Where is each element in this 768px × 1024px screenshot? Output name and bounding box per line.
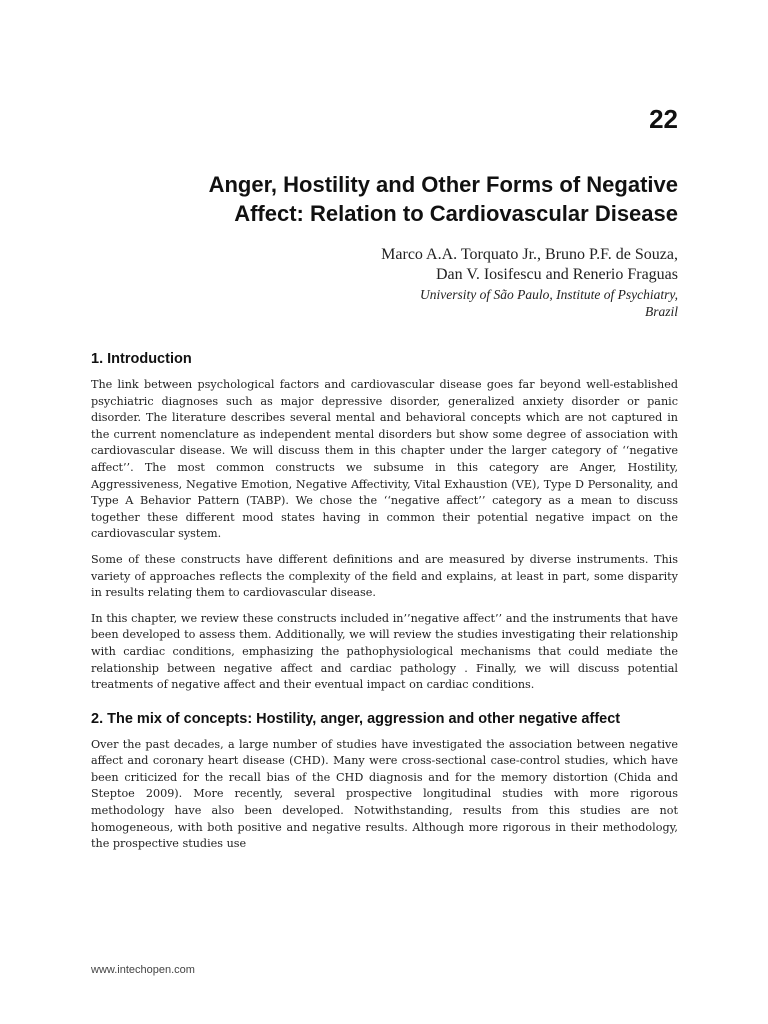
author-list — [78, 245, 678, 285]
paragraph: Over the past decades, a large number of studies have investigated the association between negative affect and coronary heart disease (CHD). Many were cross-sectional case-control studies, which have been criticized for the recall bias of the CHD diagnosis and for the memory distortion (Chida and Steptoe 2009). More recently, several prospective longitudinal studies with more rigorous methodology have also been developed. Notwithstanding, results from this studies are not homogeneous, with both positive and negative results. Although more rigorous in their methodology, the prospective studies use — [91, 737, 678, 851]
affiliation-line: Brazil — [644, 304, 678, 319]
affiliation — [78, 286, 678, 320]
paragraph: Some of these constructs have different definitions and are measured by diverse instruments. This variety of approaches reflects the complexity of the field and explains, at least in part, some disparity in results relating them to cardiovascular disease. — [91, 552, 678, 600]
affiliation-line: University of São Paulo, Institute of Psychiatry, — [420, 287, 678, 302]
author-line: Dan V. Iosifescu and Renerio Fraguas — [435, 266, 678, 283]
chapter-title-line: Affect: Relation to Cardiovascular Disease — [234, 201, 678, 226]
section-introduction — [91, 350, 678, 694]
body-content — [91, 350, 678, 862]
section-heading: 1. Introduction — [91, 351, 192, 367]
chapter-title-line: Anger, Hostility and Other Forms of Negative — [208, 172, 678, 197]
section-mix-of-concepts — [91, 710, 678, 853]
paragraph: In this chapter, we review these constructs included in’’negative affect’’ and the instruments that have been developed to assess them. Additionally, we will review the studies investigating their relationship with cardiac conditions, emphasizing the pathophysiological mechanisms that could mediate the relationship between negative affect and cardiac pathology . Finally, we will discuss potential treatments of negative affect and their eventual impact on cardiac conditions. — [91, 611, 678, 692]
chapter-title — [78, 170, 678, 228]
paragraph: The link between psychological factors and cardiovascular disease goes far beyond well-established psychiatric diagnoses such as major depressive disorder, generalized anxiety disorder or panic disorder. The literature describes several mental and behavioral concepts which are not captured in the current nomenclature as independent mental disorders but show some degree of association with cardiovascular disease. We will discuss them in this chapter under the larger category of ‘‘negative affect’’. The most common constructs we subsume in this category are Anger, Hostility, Aggressiveness, Negative Emotion, Negative Affectivity, Vital Exhaustion (VE), Type D Personality, and Type A Behavior Pattern (TABP). We chose the ‘‘negative affect’’ category as a mean to discuss together these different mood states having in common their potential negative impact on the cardiovascular system. — [91, 378, 678, 541]
section-heading: 2. The mix of concepts: Hostility, anger, aggression and other negative affect — [91, 710, 621, 727]
footer-url-link[interactable]: www.intechopen.com — [91, 964, 195, 976]
author-line: Marco A.A. Torquato Jr., Bruno P.F. de Souza, — [381, 246, 678, 263]
chapter-number: 22 — [649, 104, 678, 134]
